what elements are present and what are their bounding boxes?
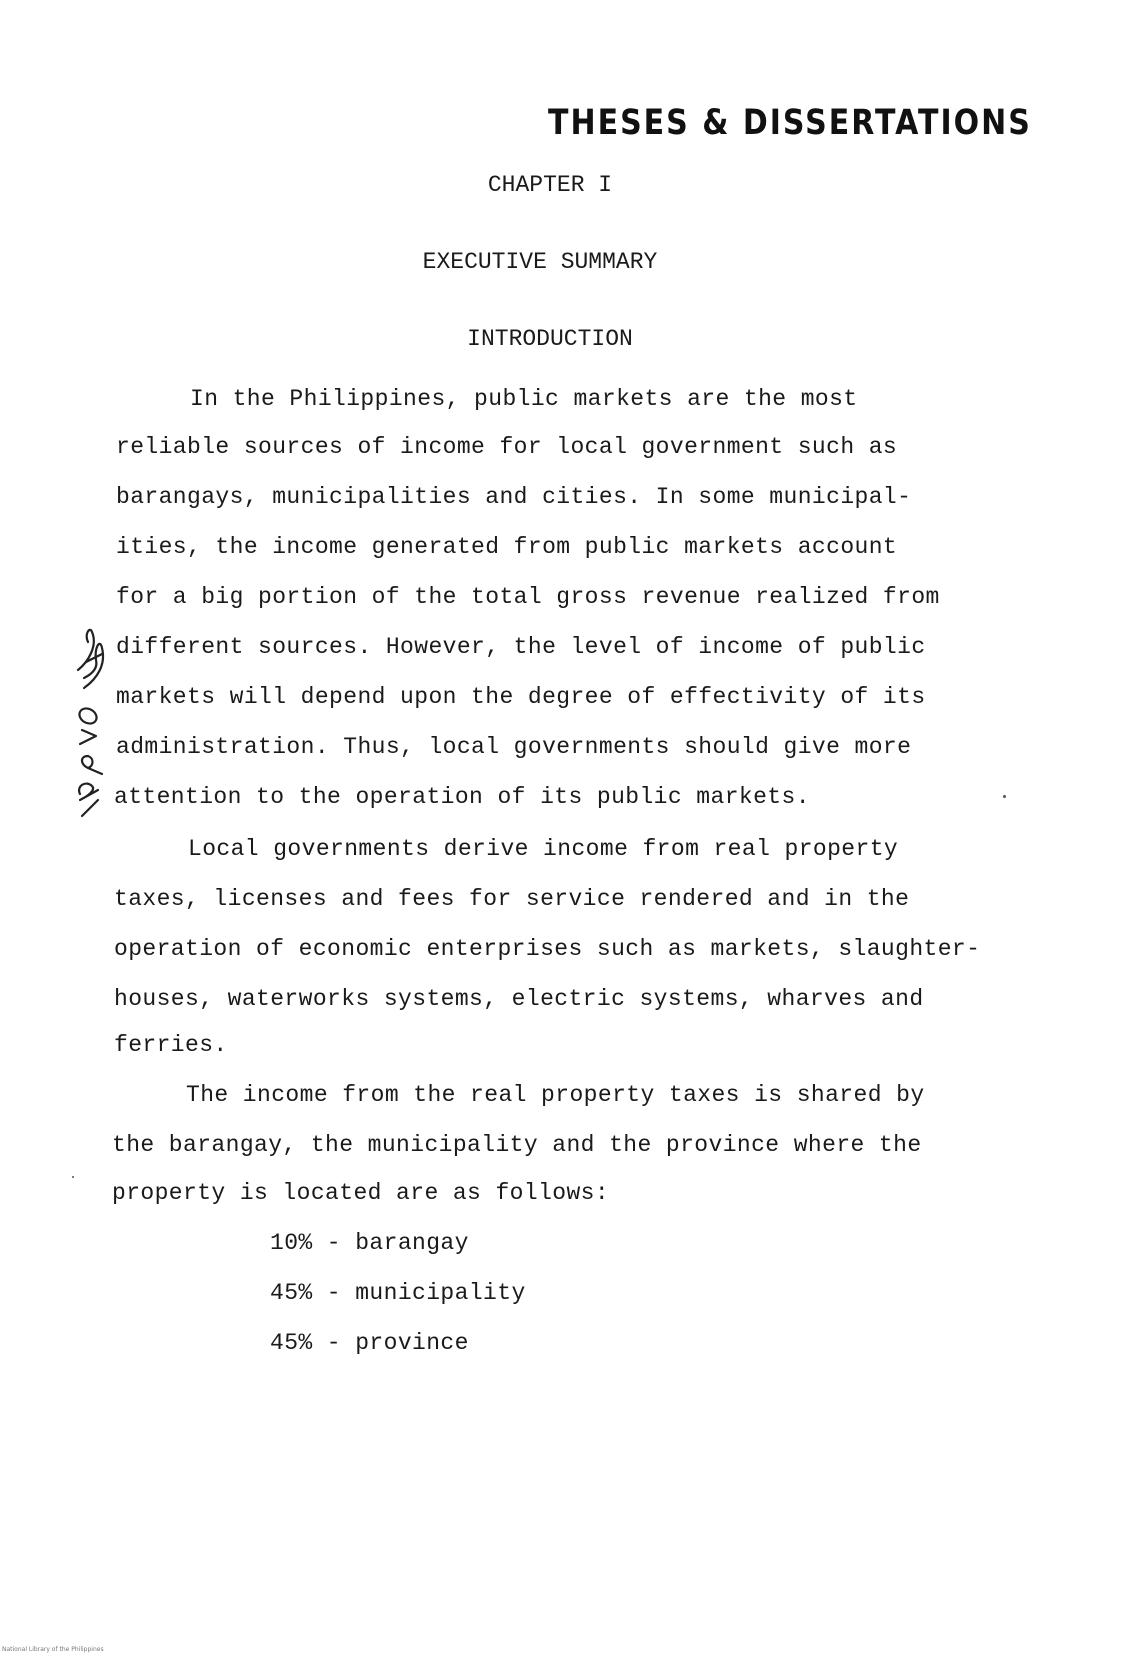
paragraph-1-line: In the Philippines, public markets are the most <box>190 386 858 412</box>
scan-footer: National Library of the Philippines <box>2 1646 104 1653</box>
paragraph-1-line: attention to the operation of its public markets. <box>114 784 810 810</box>
executive-summary-heading: EXECUTIVE SUMMARY <box>422 249 658 275</box>
paragraph-2-line: operation of economic enterprises such as markets, slaughter- <box>114 936 981 962</box>
paragraph-3-line: the barangay, the municipality and the province where the <box>112 1132 922 1158</box>
scan-speck <box>72 1176 74 1178</box>
handwritten-note-icon <box>58 618 128 828</box>
paragraph-3-line: The income from the real property taxes is shared by <box>186 1082 925 1108</box>
chapter-heading: CHAPTER I <box>487 172 613 198</box>
paragraph-1-line: for a big portion of the total gross revenue realized from <box>116 584 940 610</box>
paragraph-1-line: reliable sources of income for local government such as <box>116 434 898 460</box>
paragraph-2-line: ferries. <box>114 1032 228 1058</box>
paragraph-1-line: barangays, municipalities and cities. In some municipal- <box>116 484 912 510</box>
paragraph-3-line: property is located are as follows: <box>112 1180 610 1206</box>
share-item-municipality: 45% - municipality <box>270 1280 526 1306</box>
share-item-barangay: 10% - barangay <box>270 1230 469 1256</box>
paragraph-1-line: administration. Thus, local governments should give more <box>116 734 912 760</box>
paragraph-2-line: Local governments derive income from real property <box>188 836 899 862</box>
scan-speck <box>1003 795 1006 798</box>
paragraph-1-line: different sources. However, the level of income of public <box>116 634 926 660</box>
paragraph-1-line: ities, the income generated from public markets account <box>116 534 898 560</box>
paragraph-2-line: houses, waterworks systems, electric systems, wharves and <box>114 986 924 1012</box>
share-item-province: 45% - province <box>270 1330 469 1356</box>
paragraph-1-line: markets will depend upon the degree of effectivity of its <box>116 684 926 710</box>
theses-dissertations-stamp: THESES & DISSERTATIONS <box>548 103 1032 144</box>
introduction-heading: INTRODUCTION <box>467 326 633 352</box>
paragraph-2-line: taxes, licenses and fees for service rendered and in the <box>114 886 910 912</box>
